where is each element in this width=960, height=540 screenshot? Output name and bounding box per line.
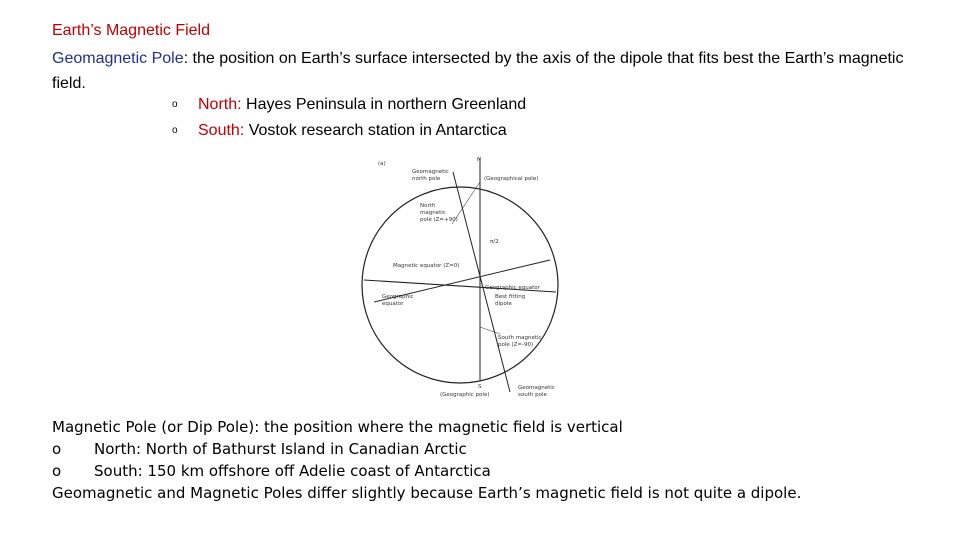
magnetic-north-bullet bbox=[52, 438, 801, 460]
panel-label: (a) bbox=[378, 161, 386, 167]
slide-title: Earth’s Magnetic Field bbox=[52, 22, 210, 39]
geographical-pole-top-label: (Geographical pole) bbox=[484, 176, 539, 182]
geomagnetic-north-label: north pole bbox=[412, 176, 441, 182]
magnetic-note: Geomagnetic and Magnetic Poles differ slightly because Earth’s magnetic field is not quite a dipole. bbox=[52, 484, 802, 502]
bullet-text: South: 150 km offshore off Adelie coast of Antarctica bbox=[94, 462, 491, 480]
south-magnetic-label: pole (Z=-90) bbox=[498, 342, 534, 348]
south-magnetic-pointer bbox=[480, 327, 500, 334]
bullet-label: South: bbox=[198, 122, 245, 139]
pi-label: π/2 bbox=[490, 239, 499, 245]
geomagnetic-south-label: Geomagnetic bbox=[518, 385, 555, 391]
magnetic-south-bullet bbox=[52, 460, 801, 482]
s-label: S bbox=[478, 384, 482, 390]
geomagnetic-south-bullet bbox=[172, 122, 507, 140]
bullet-label: North: bbox=[198, 96, 242, 113]
bullet-text: Vostok research station in Antarctica bbox=[244, 122, 507, 139]
dipole-axis bbox=[453, 172, 510, 392]
geographic-pole-bottom-label: (Geographic pole) bbox=[440, 392, 490, 398]
geomagnetic-pole-definition bbox=[52, 46, 912, 96]
n-label: N bbox=[477, 157, 482, 163]
bullet-marker: o bbox=[52, 462, 62, 480]
geographic-equator-left-label: Geographic bbox=[382, 294, 414, 300]
bullet-text: North: North of Bathurst Island in Canadian Arctic bbox=[94, 440, 467, 458]
bullet-text: Hayes Peninsula in northern Greenland bbox=[241, 96, 527, 113]
best-fitting-label: Best fitting bbox=[495, 294, 526, 300]
magnetic-pole-section bbox=[52, 416, 801, 504]
north-magnetic-label: North bbox=[420, 203, 436, 209]
geomagnetic-south-label: south pole bbox=[518, 392, 547, 398]
bullet-marker: o bbox=[52, 440, 62, 458]
best-fitting-label: dipole bbox=[495, 301, 512, 307]
bullet-marker: o bbox=[172, 99, 178, 111]
geographic-equator-right-label: Geographic equator bbox=[485, 285, 540, 291]
magnetic-pole-definition: Magnetic Pole (or Dip Pole): the position where the magnetic field is vertical bbox=[52, 418, 623, 436]
geographic-equator-left-label: equator bbox=[382, 301, 404, 307]
geomagnetic-pole-term: Geomagnetic Pole bbox=[52, 50, 184, 67]
south-magnetic-label: South magnetic bbox=[498, 335, 542, 341]
geomagnetic-north-bullet bbox=[172, 96, 526, 114]
geomagnetic-pole-text: : the position on Earth’s surface intersected by the axis of the dipole that fits best the Earth’s magnetic field. bbox=[52, 50, 904, 92]
north-magnetic-label: pole (Z=+90) bbox=[420, 217, 458, 223]
magnetic-equator-label: Magnetic equator (Z=0) bbox=[393, 263, 460, 269]
dipole-diagram bbox=[360, 152, 560, 404]
geomagnetic-north-label: Geomagnetic bbox=[412, 169, 449, 175]
bullet-marker: o bbox=[172, 125, 178, 137]
north-magnetic-label: magnetic bbox=[420, 210, 446, 216]
